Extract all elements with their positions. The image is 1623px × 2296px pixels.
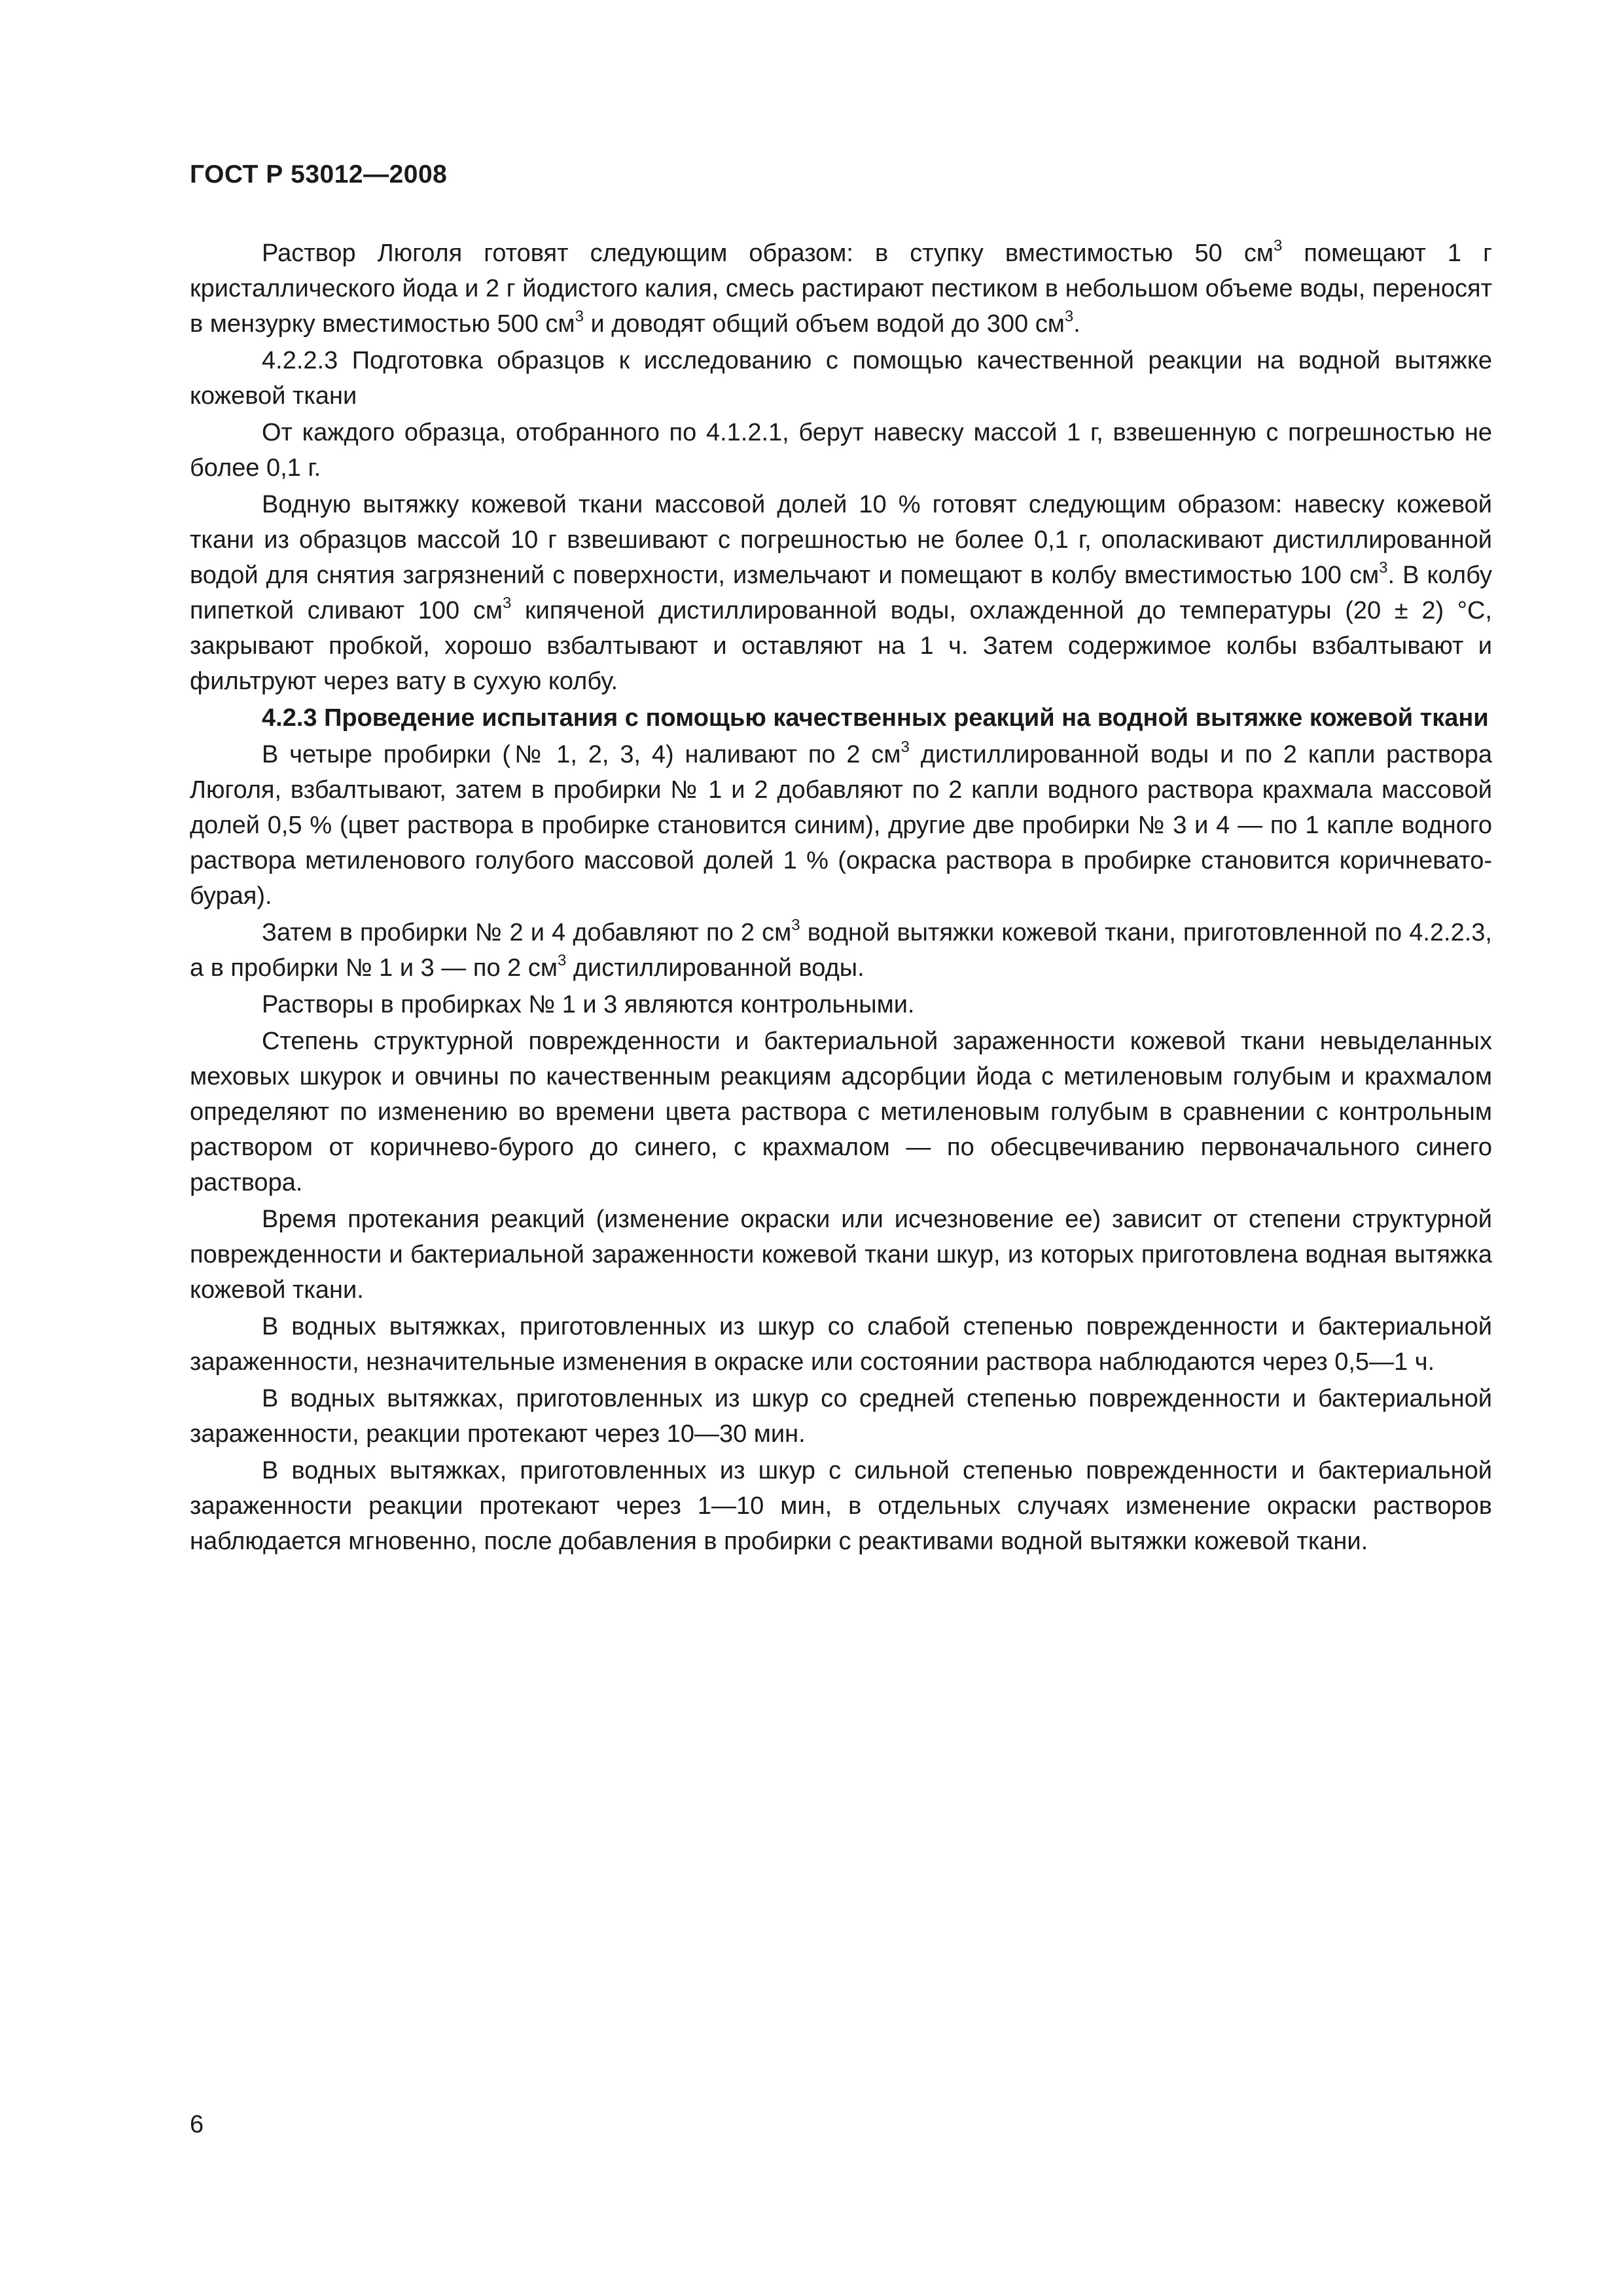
text-run: дистиллированной воды. — [566, 954, 865, 982]
text-run: Затем в пробирки № 2 и 4 добавляют по 2 см — [262, 919, 792, 946]
text-run: От каждого образца, отобранного по 4.1.2.1, берут навеску массой 1 г, взвешенную с погрешностью не более 0,1 г. — [190, 419, 1492, 482]
text-run: кипяченой дистиллированной воды, охлажденной до температуры (20 ± 2) °С, закрывают пробкой, хорошо взбалтывают и оставляют на 1 ч. Затем содержимое колбы взбалтывают и фильтруют через вату в сухую колбу. — [190, 597, 1492, 695]
body-paragraph — [190, 343, 1492, 414]
superscript: 3 — [503, 594, 512, 613]
text-run: Время протекания реакций (изменение окраски или исчезновение ее) зависит от степени структурной поврежденности и бактериальной зараженности кожевой ткани шкур, из которых приготовлена водная вытяжка кожевой ткани. — [190, 1206, 1492, 1304]
text-run: В водных вытяжках, приготовленных из шкур со слабой степенью поврежденности и бактериальной зараженности, незначительные изменения в окраске или состоянии раствора наблюдаются через 0,5—1 ч. — [190, 1313, 1492, 1376]
text-run: 4.2.3 Проведение испытания с помощью качественных реакций на водной вытяжке кожевой ткани — [262, 704, 1489, 732]
body-paragraph — [190, 737, 1492, 914]
text-run: дистиллированной воды и по 2 капли раствора Люголя, взбалтывают, затем в пробирки № 1 и 2 добавляют по 2 капли водного раствора крахмала массовой долей 0,5 % (цвет раствора в пробирке становится синим), другие две пробирки № 3 и 4 — по 1 капле водного раствора метиленового голубого массовой долей 1 % (окраска раствора в пробирке становится коричневато-бурая). — [190, 741, 1492, 910]
body-paragraph — [190, 415, 1492, 486]
superscript: 3 — [557, 952, 567, 970]
body-paragraph — [190, 1381, 1492, 1452]
text-run: водной вытяжки кожевой ткани, приготовленной по 4.2.2.3, а в пробирки № 1 и 3 — по 2 см — [190, 919, 1492, 982]
body-paragraph — [190, 487, 1492, 699]
body-paragraph — [190, 1202, 1492, 1308]
superscript: 3 — [791, 916, 800, 935]
text-run: . В колбу пипеткой сливают 100 см — [190, 562, 1492, 624]
superscript: 3 — [901, 738, 910, 757]
text-run: 4.2.2.3 Подготовка образцов к исследованию с помощью качественной реакции на водной вытяжке кожевой ткани — [190, 347, 1492, 410]
text-run: В водных вытяжках, приготовленных из шкур с сильной степенью поврежденности и бактериальной зараженности реакции протекают через 1—10 мин, в отдельных случаях изменение окраски растворов наблюдается мгновенно, после добавления в пробирки с реактивами водной вытяжки кожевой ткани. — [190, 1457, 1492, 1555]
superscript: 3 — [1273, 237, 1283, 255]
body-paragraph — [190, 987, 1492, 1022]
section-heading-paragraph — [190, 700, 1492, 736]
text-run: Раствор Люголя готовят следующим образом: в ступку вместимостью 50 см — [262, 240, 1274, 267]
text-run: В водных вытяжках, приготовленных из шкур со средней степенью поврежденности и бактериальной зараженности, реакции протекают через 10—30 мин. — [190, 1385, 1492, 1448]
superscript: 3 — [575, 308, 584, 326]
superscript: 3 — [1379, 559, 1388, 577]
text-run: . — [1073, 310, 1080, 338]
document-header: ГОСТ Р 53012—2008 — [190, 160, 448, 188]
text-run: В четыре пробирки (№ 1, 2, 3, 4) наливают по 2 см — [262, 741, 901, 768]
text-run: и доводят общий объем водой до 300 см — [583, 310, 1065, 338]
text-run: Степень структурной поврежденности и бактериальной зараженности кожевой ткани невыделанных меховых шкурок и овчины по качественным реакциям адсорбции йода с метиленовым голубым и крахмалом определяют по изменению во времени цвета раствора с метиленовым голубым в сравнении с контрольным раствором от коричнево-бурого до синего, с крахмалом — по обесцвечиванию первоначального синего раствора. — [190, 1028, 1492, 1196]
text-run: помещают 1 г кристаллического йода и 2 г йодистого калия, смесь растирают пестиком в небольшом объеме воды, переносят в мензурку вместимостью 500 см — [190, 240, 1492, 338]
text-run: Водную вытяжку кожевой ткани массовой долей 10 % готовят следующим образом: навеску кожевой ткани из образцов массой 10 г взвешивают с погрешностью не более 0,1 г, ополаскивают дистиллированной водой для снятия загрязнений с поверхности, измельчают и помещают в колбу вместимостью 100 см — [190, 491, 1492, 589]
body-paragraph — [190, 236, 1492, 342]
body-paragraph — [190, 1309, 1492, 1380]
page-number: 6 — [190, 2111, 204, 2138]
document-body — [190, 236, 1492, 1560]
superscript: 3 — [1064, 308, 1074, 326]
body-paragraph — [190, 1024, 1492, 1200]
text-run: Растворы в пробирках № 1 и 3 являются контрольными. — [262, 991, 915, 1018]
body-paragraph — [190, 915, 1492, 986]
body-paragraph — [190, 1453, 1492, 1559]
